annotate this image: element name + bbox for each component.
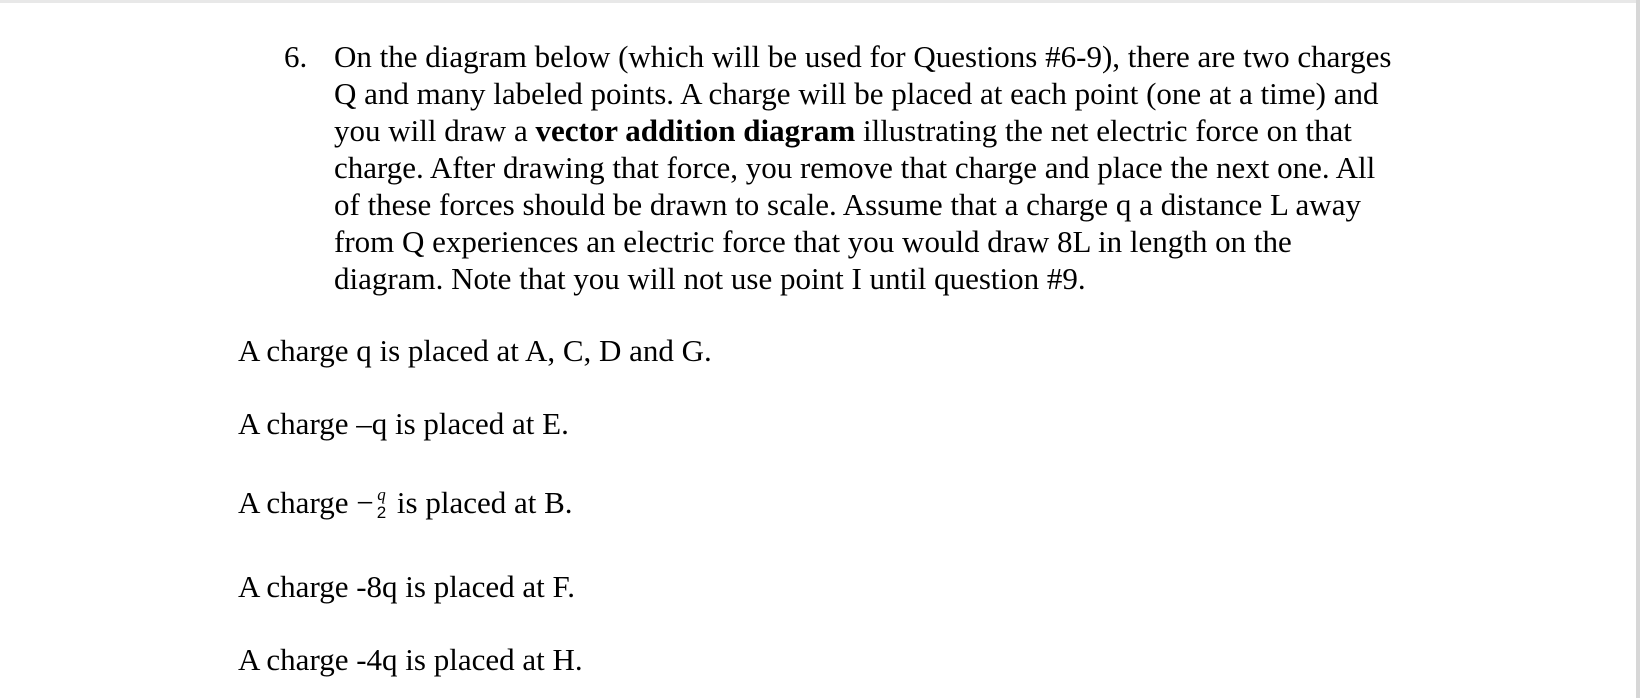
scrollbar-track[interactable] bbox=[1636, 0, 1640, 698]
question-text-part2: illustrating the net electric force on that charge. After drawing that force, you remove that charge and place the next one. All of these forces should be drawn to scale. Assume that a charge q a distance L away from Q experiences an electric force that you would draw 8L in length on the diagram. Note that you will not use point I until question #9. bbox=[334, 113, 1376, 296]
fraction-denominator: 2 bbox=[376, 502, 387, 522]
question-number: 6. bbox=[284, 39, 308, 74]
statement-charge-neg-half-q bbox=[238, 484, 573, 524]
question-text-bold: vector addition diagram bbox=[535, 113, 856, 148]
statement-suffix: is placed at B. bbox=[389, 485, 573, 520]
statement-charge-neg-8q: A charge -8q is placed at F. bbox=[238, 569, 575, 604]
statement-prefix: A charge − bbox=[238, 485, 374, 520]
statement-charge-neg-4q: A charge -4q is placed at H. bbox=[238, 642, 583, 677]
page-top-edge bbox=[0, 0, 1640, 3]
fraction-numerator: q bbox=[377, 484, 386, 504]
statement-charge-neg-q: A charge –q is placed at E. bbox=[238, 406, 569, 441]
question-text-part1: On the diagram below (which will be used for Questions #6-9), there are two charges Q and many labeled points. A charge will be placed at each point (one at a time) and you will draw a bbox=[334, 39, 1392, 148]
question-6 bbox=[284, 38, 1404, 297]
question-text bbox=[334, 38, 1394, 297]
statement-charge-q: A charge q is placed at A, C, D and G. bbox=[238, 333, 712, 368]
fraction bbox=[377, 486, 386, 522]
